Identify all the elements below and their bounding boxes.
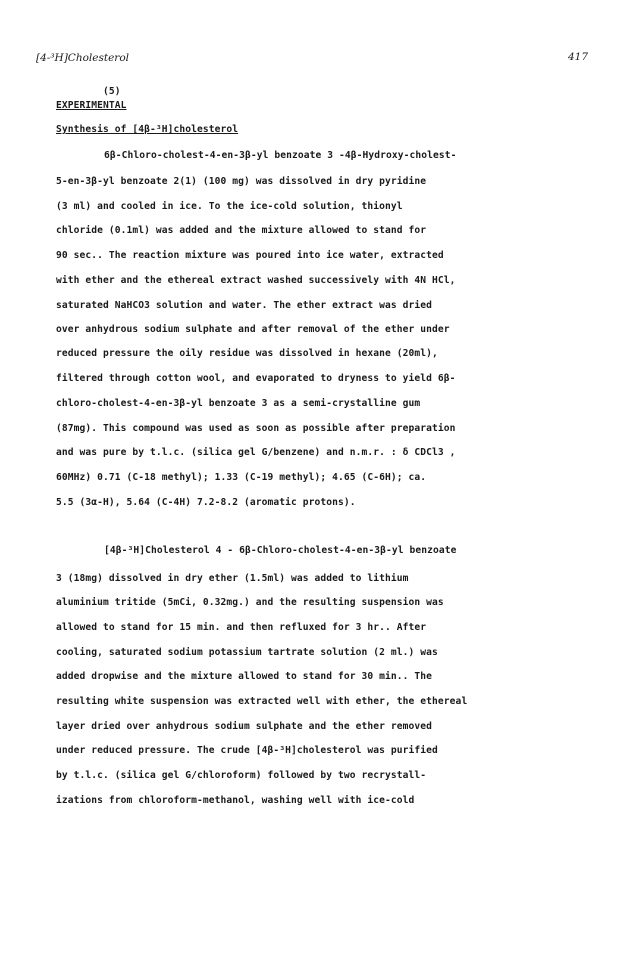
- p1-line: 60MHz) 0.71 (C-18 methyl); 1.33 (C-19 methyl); 4.65 (C-6H); ca.: [56, 472, 427, 483]
- section-heading: EXPERIMENTAL: [56, 100, 127, 111]
- p1-line: filtered through cotton wool, and evaporated to dryness to yield 6β-: [56, 373, 456, 384]
- p2-line: under reduced pressure. The crude [4β-³H]cholesterol was purified: [56, 745, 438, 756]
- p2-line: izations from chloroform-methanol, washing well with ice-cold: [56, 795, 415, 806]
- p2-line: resulting white suspension was extracted well with ether, the ethereal: [56, 696, 468, 707]
- p1-line: over anhydrous sodium sulphate and after removal of the ether under: [56, 324, 450, 335]
- p1-line: 90 sec.. The reaction mixture was poured into ice water, extracted: [56, 250, 444, 261]
- p1-line: and was pure by t.l.c. (silica gel G/benzene) and n.m.r. : δ CDCl3 ,: [56, 447, 456, 458]
- p1-line: chloro-cholest-4-en-3β-yl benzoate 3 as a semi-crystalline gum: [56, 398, 421, 409]
- p2-line: 3 (18mg) dissolved in dry ether (1.5ml) was added to lithium: [56, 573, 409, 584]
- p2-line: added dropwise and the mixture allowed to stand for 30 min.. The: [56, 671, 433, 682]
- p2-line: allowed to stand for 15 min. and then refluxed for 3 hr.. After: [56, 622, 427, 633]
- page-number: 417: [568, 51, 589, 63]
- p2-line: by t.l.c. (silica gel G/chloroform) followed by two recrystall-: [56, 770, 427, 781]
- p1-line: with ether and the ethereal extract washed successively with 4N HCl,: [56, 275, 456, 286]
- p1-line: chloride (0.1ml) was added and the mixture allowed to stand for: [56, 225, 427, 236]
- p1-line: (87mg). This compound was used as soon as possible after preparation: [56, 423, 456, 434]
- p1-line: 5.5 (3α-H), 5.64 (C-4H) 7.2-8.2 (aromatic protons).: [56, 497, 356, 508]
- running-title: [4-³H]Cholesterol: [36, 52, 129, 64]
- p1-line: (3 ml) and cooled in ice. To the ice-cold solution, thionyl: [56, 201, 403, 212]
- sub-heading: Synthesis of [4β-³H]cholesterol: [56, 124, 239, 135]
- p1-line: reduced pressure the oily residue was dissolved in hexane (20ml),: [56, 348, 438, 359]
- p1-line: 5-en-3β-yl benzoate 2(1) (100 mg) was dissolved in dry pyridine: [56, 176, 427, 187]
- p1-line: saturated NaHCO3 solution and water. The ether extract was dried: [56, 300, 433, 311]
- p1-line: 6β-Chloro-cholest-4-en-3β-yl benzoate 3 -4β-Hydroxy-cholest-: [104, 150, 457, 161]
- p2-line: aluminium tritide (5mCi, 0.32mg.) and the resulting suspension was: [56, 597, 444, 608]
- reference-mark: (5): [103, 86, 121, 97]
- p2-line: layer dried over anhydrous sodium sulphate and the ether removed: [56, 721, 433, 732]
- p2-line: [4β-³H]Cholesterol 4 - 6β-Chloro-cholest-4-en-3β-yl benzoate: [104, 545, 457, 556]
- p2-line: cooling, saturated sodium potassium tartrate solution (2 ml.) was: [56, 647, 438, 658]
